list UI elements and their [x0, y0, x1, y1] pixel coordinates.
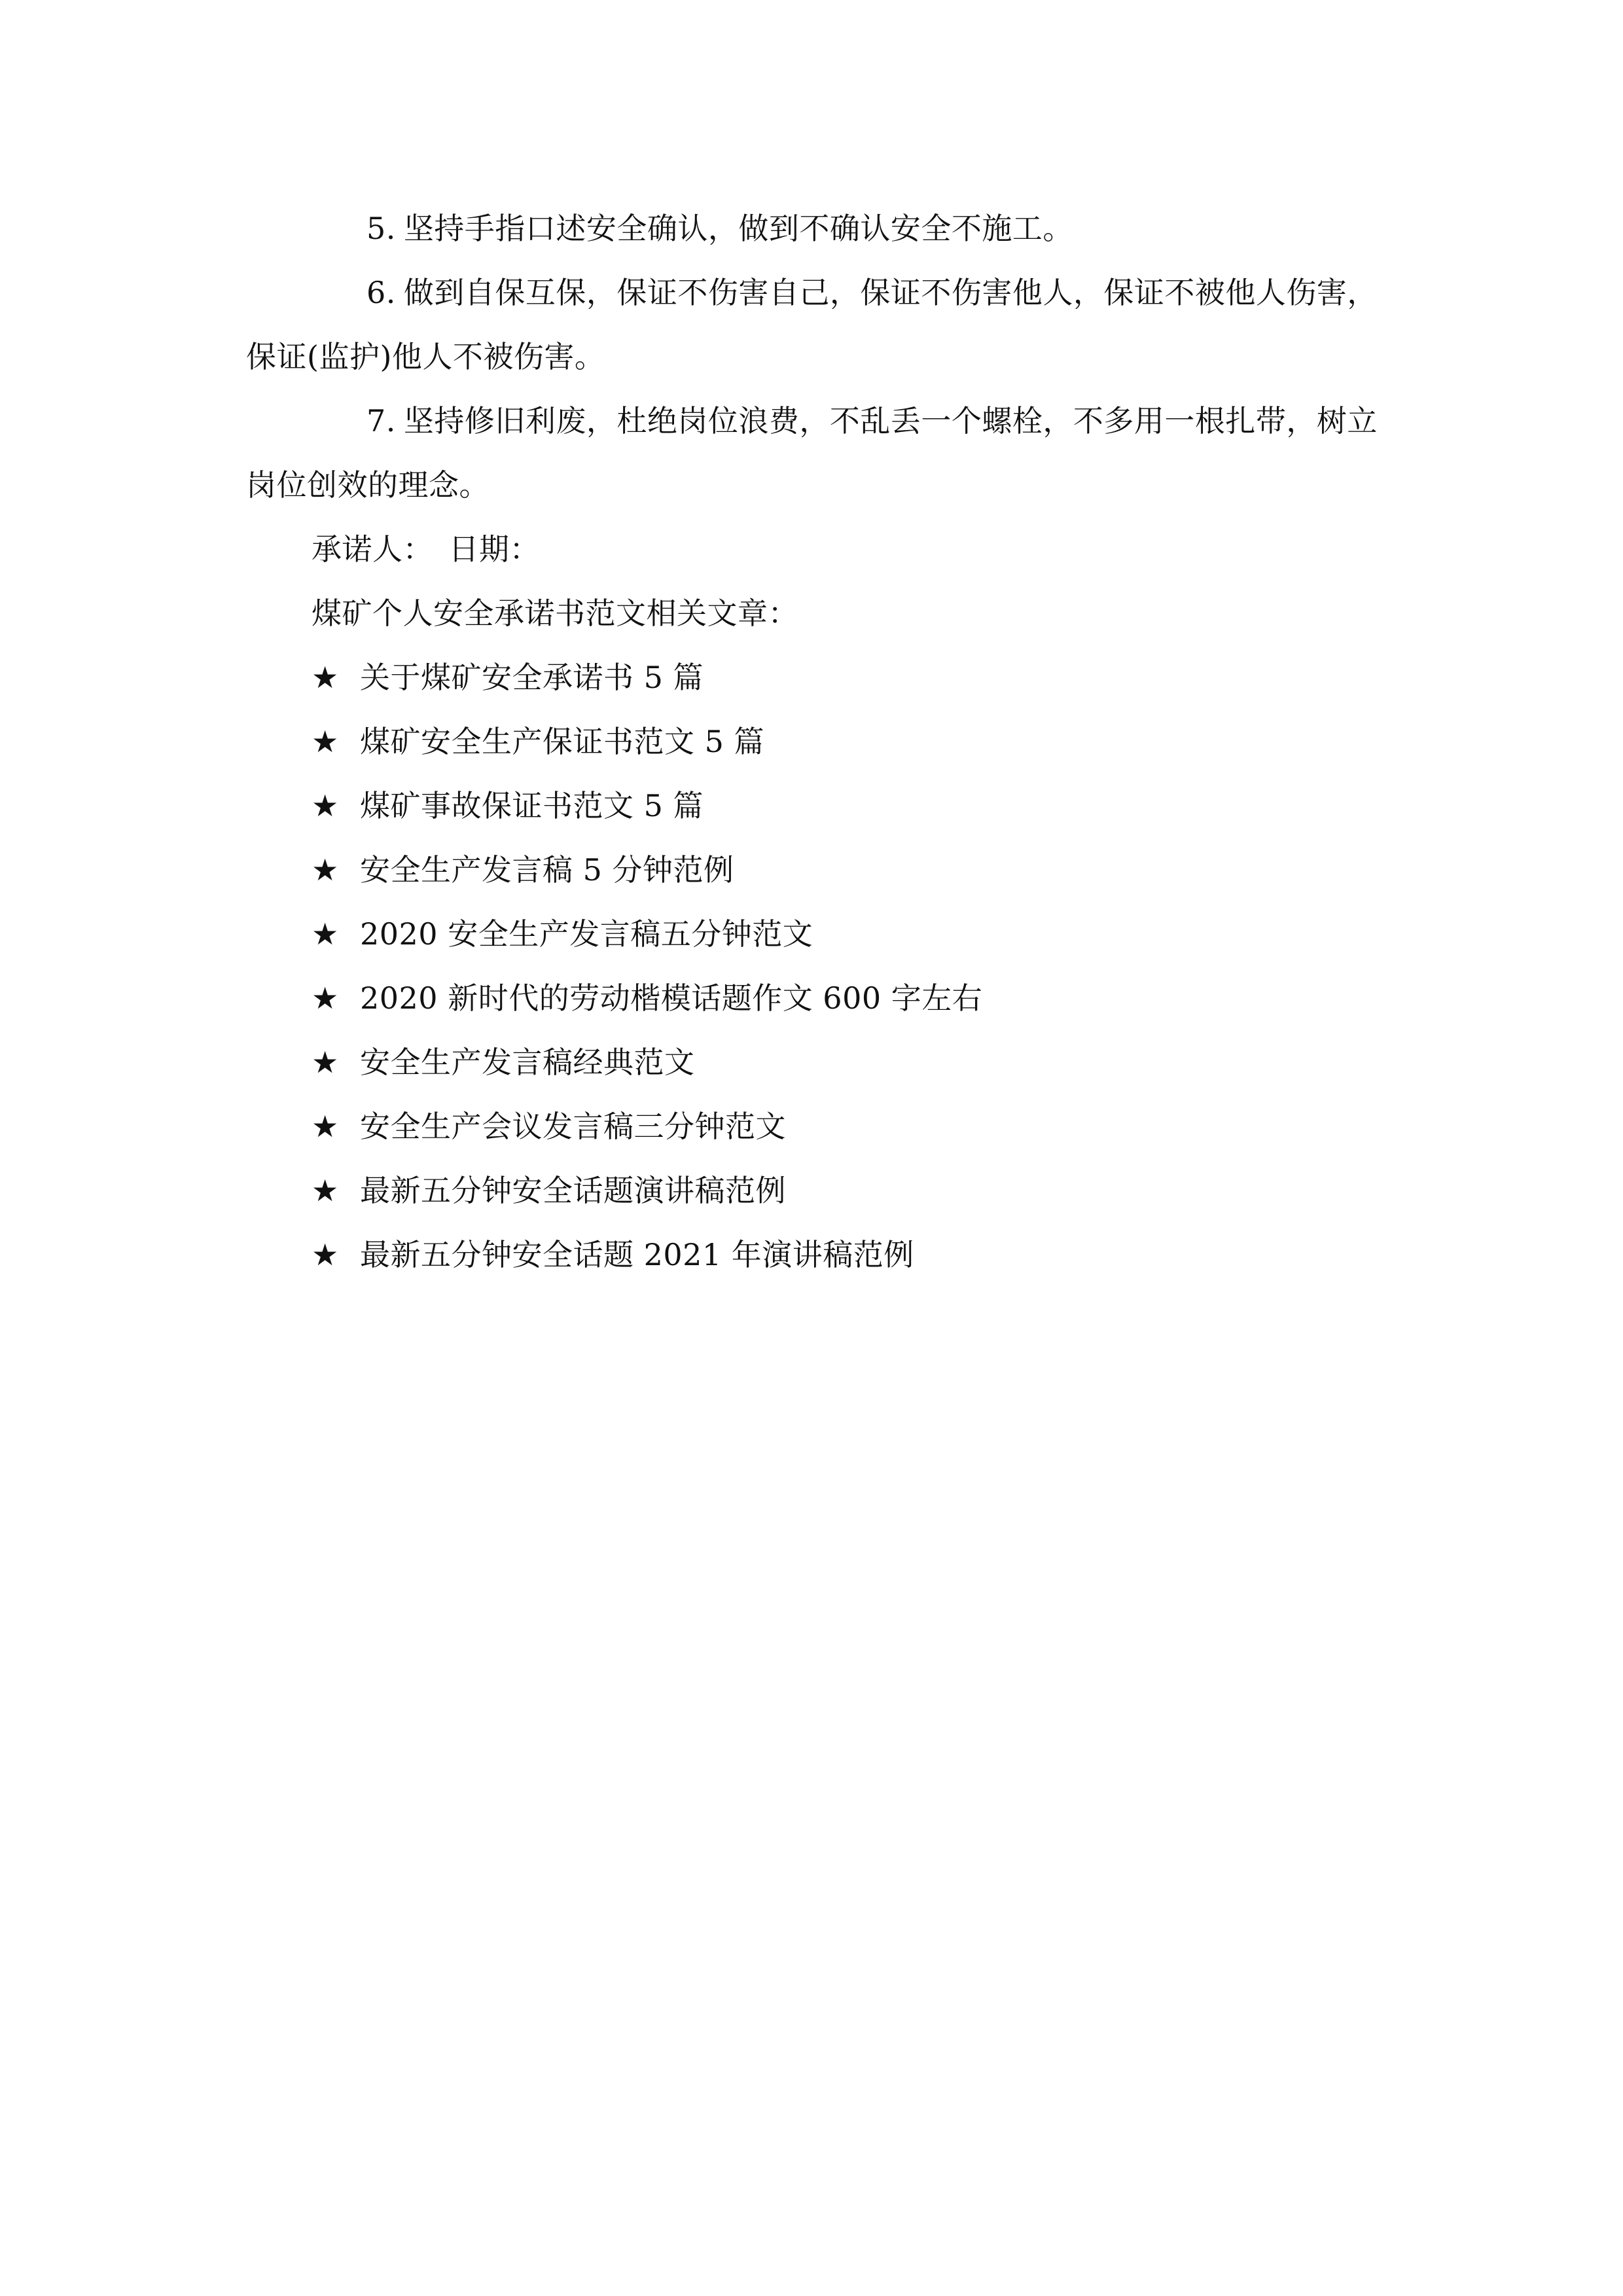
paragraph-text: 坚持手指口述安全确认，做到不确认安全不施工。: [403, 211, 1073, 246]
paragraph-text: 坚持修旧利废，杜绝岗位浪费，不乱丢一个螺栓，不多用一根扎带，树立岗位创效的理念。: [246, 403, 1378, 503]
star-icon: ★: [312, 660, 339, 695]
star-icon: ★: [312, 852, 339, 888]
star-icon: ★: [312, 1237, 339, 1272]
list-item[interactable]: [246, 709, 1378, 774]
related-article-link[interactable]: 2020 安全生产发言稿五分钟范文: [360, 916, 813, 952]
star-icon: ★: [312, 724, 339, 759]
list-item[interactable]: [246, 1223, 1378, 1287]
related-article-link[interactable]: 安全生产发言稿 5 分钟范例: [360, 852, 734, 888]
list-item[interactable]: [246, 1094, 1378, 1158]
related-article-link[interactable]: 2020 新时代的劳动楷模话题作文 600 字左右: [360, 980, 983, 1016]
list-item[interactable]: [246, 838, 1378, 902]
star-icon: ★: [312, 916, 339, 952]
paragraph-item-6: [246, 260, 1378, 389]
paragraph-number: 6.: [366, 275, 396, 310]
star-icon: ★: [312, 980, 339, 1016]
signature-line: 承诺人： 日期：: [312, 531, 540, 567]
list-item[interactable]: [246, 1030, 1378, 1094]
related-article-link[interactable]: 关于煤矿安全承诺书 5 篇: [360, 660, 704, 695]
related-articles-list: [246, 645, 1378, 1287]
list-item[interactable]: [246, 966, 1378, 1030]
paragraph-number: 5.: [366, 211, 396, 246]
related-article-link[interactable]: 煤矿事故保证书范文 5 篇: [360, 788, 704, 823]
list-item[interactable]: [246, 902, 1378, 966]
star-icon: ★: [312, 1045, 339, 1080]
related-article-link[interactable]: 最新五分钟安全话题演讲稿范例: [360, 1173, 786, 1208]
list-item[interactable]: [246, 645, 1378, 709]
star-icon: ★: [312, 1109, 339, 1144]
related-article-link[interactable]: 最新五分钟安全话题 2021 年演讲稿范例: [360, 1237, 914, 1272]
paragraph-text: 做到自保互保，保证不伤害自己，保证不伤害他人，保证不被他人伤害，保证(监护)他人不被伤害。: [246, 275, 1378, 374]
related-article-link[interactable]: 安全生产会议发言稿三分钟范文: [360, 1109, 786, 1144]
star-icon: ★: [312, 1173, 339, 1208]
paragraph-item-7: [246, 389, 1378, 517]
paragraph-item-5: [246, 196, 1378, 260]
document-body: [246, 196, 1378, 1287]
list-item[interactable]: [246, 774, 1378, 838]
related-articles-heading: 煤矿个人安全承诺书范文相关文章：: [312, 596, 798, 631]
related-article-link[interactable]: 煤矿安全生产保证书范文 5 篇: [360, 724, 765, 759]
related-article-link[interactable]: 安全生产发言稿经典范文: [360, 1045, 695, 1080]
star-icon: ★: [312, 788, 339, 823]
paragraph-number: 7.: [366, 403, 396, 439]
list-item[interactable]: [246, 1158, 1378, 1223]
